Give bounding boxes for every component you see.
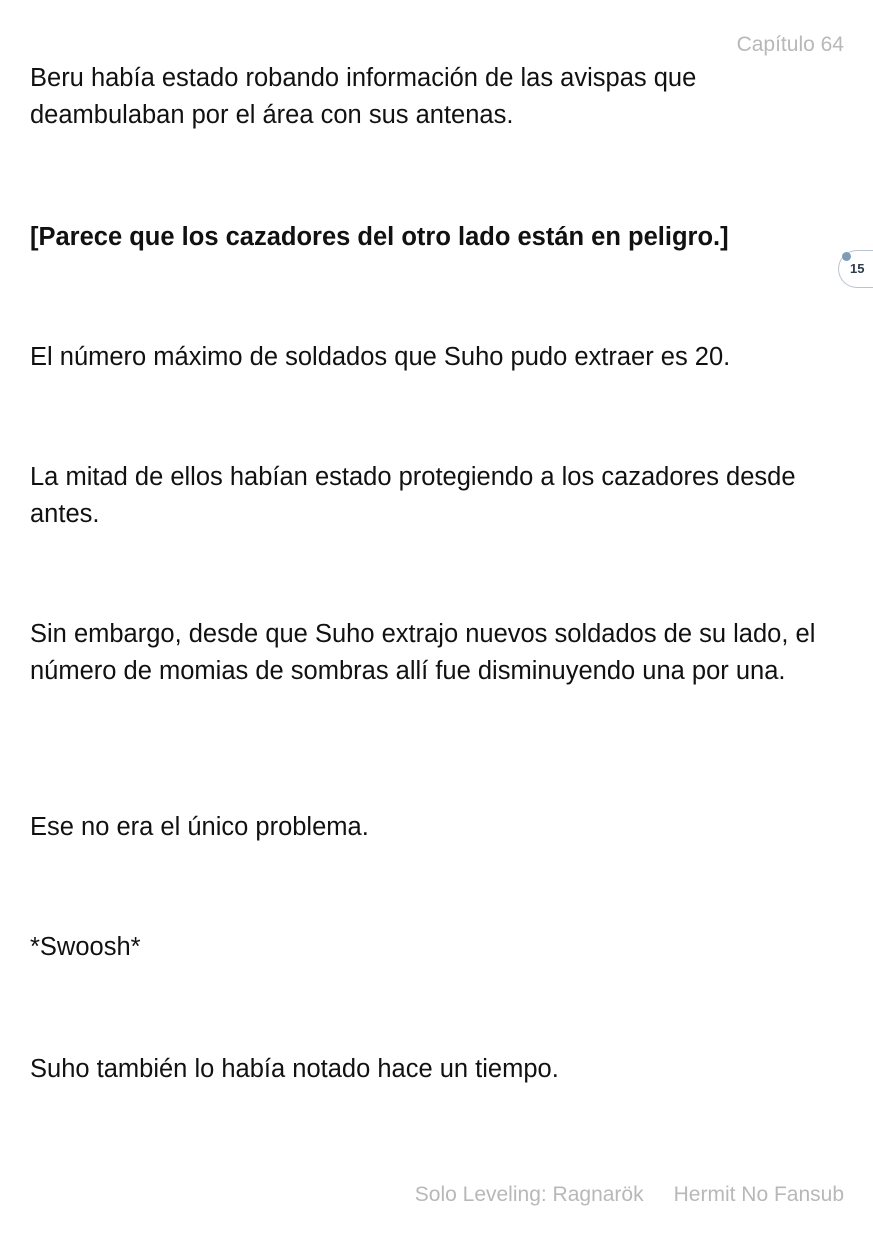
chapter-title: Capítulo 64: [736, 33, 844, 56]
footer-book-title: Solo Leveling: Ragnarök: [414, 1183, 644, 1206]
paragraph-6: Ese no era el único problema.: [30, 813, 369, 841]
paragraph-4: La mitad de ellos habían estado protegiendo a los cazadores desde antes.: [30, 463, 796, 528]
paragraph-1: Beru había estado robando información de las avispas que deambulaban por el área con sus antenas.: [30, 64, 697, 129]
paragraph-8: Suho también lo había notado hace un tiempo.: [30, 1055, 559, 1083]
page-marker-dot-icon: [842, 252, 851, 261]
paragraph-3: El número máximo de soldados que Suho pudo extraer es 20.: [30, 343, 731, 371]
paragraph-2-dialogue: [Parece que los cazadores del otro lado están en peligro.]: [30, 223, 729, 251]
page-footer: [415, 1182, 844, 1208]
footer-translator: Hermit No Fansub: [673, 1183, 844, 1206]
paragraph-7-sound: *Swoosh*: [30, 933, 141, 961]
page-number-badge[interactable]: [838, 250, 873, 288]
page-number: 15: [850, 261, 865, 276]
paragraph-5: Sin embargo, desde que Suho extrajo nuevos soldados de su lado, el número de momias de sombras allí fue disminuyendo una por una.: [30, 620, 816, 685]
